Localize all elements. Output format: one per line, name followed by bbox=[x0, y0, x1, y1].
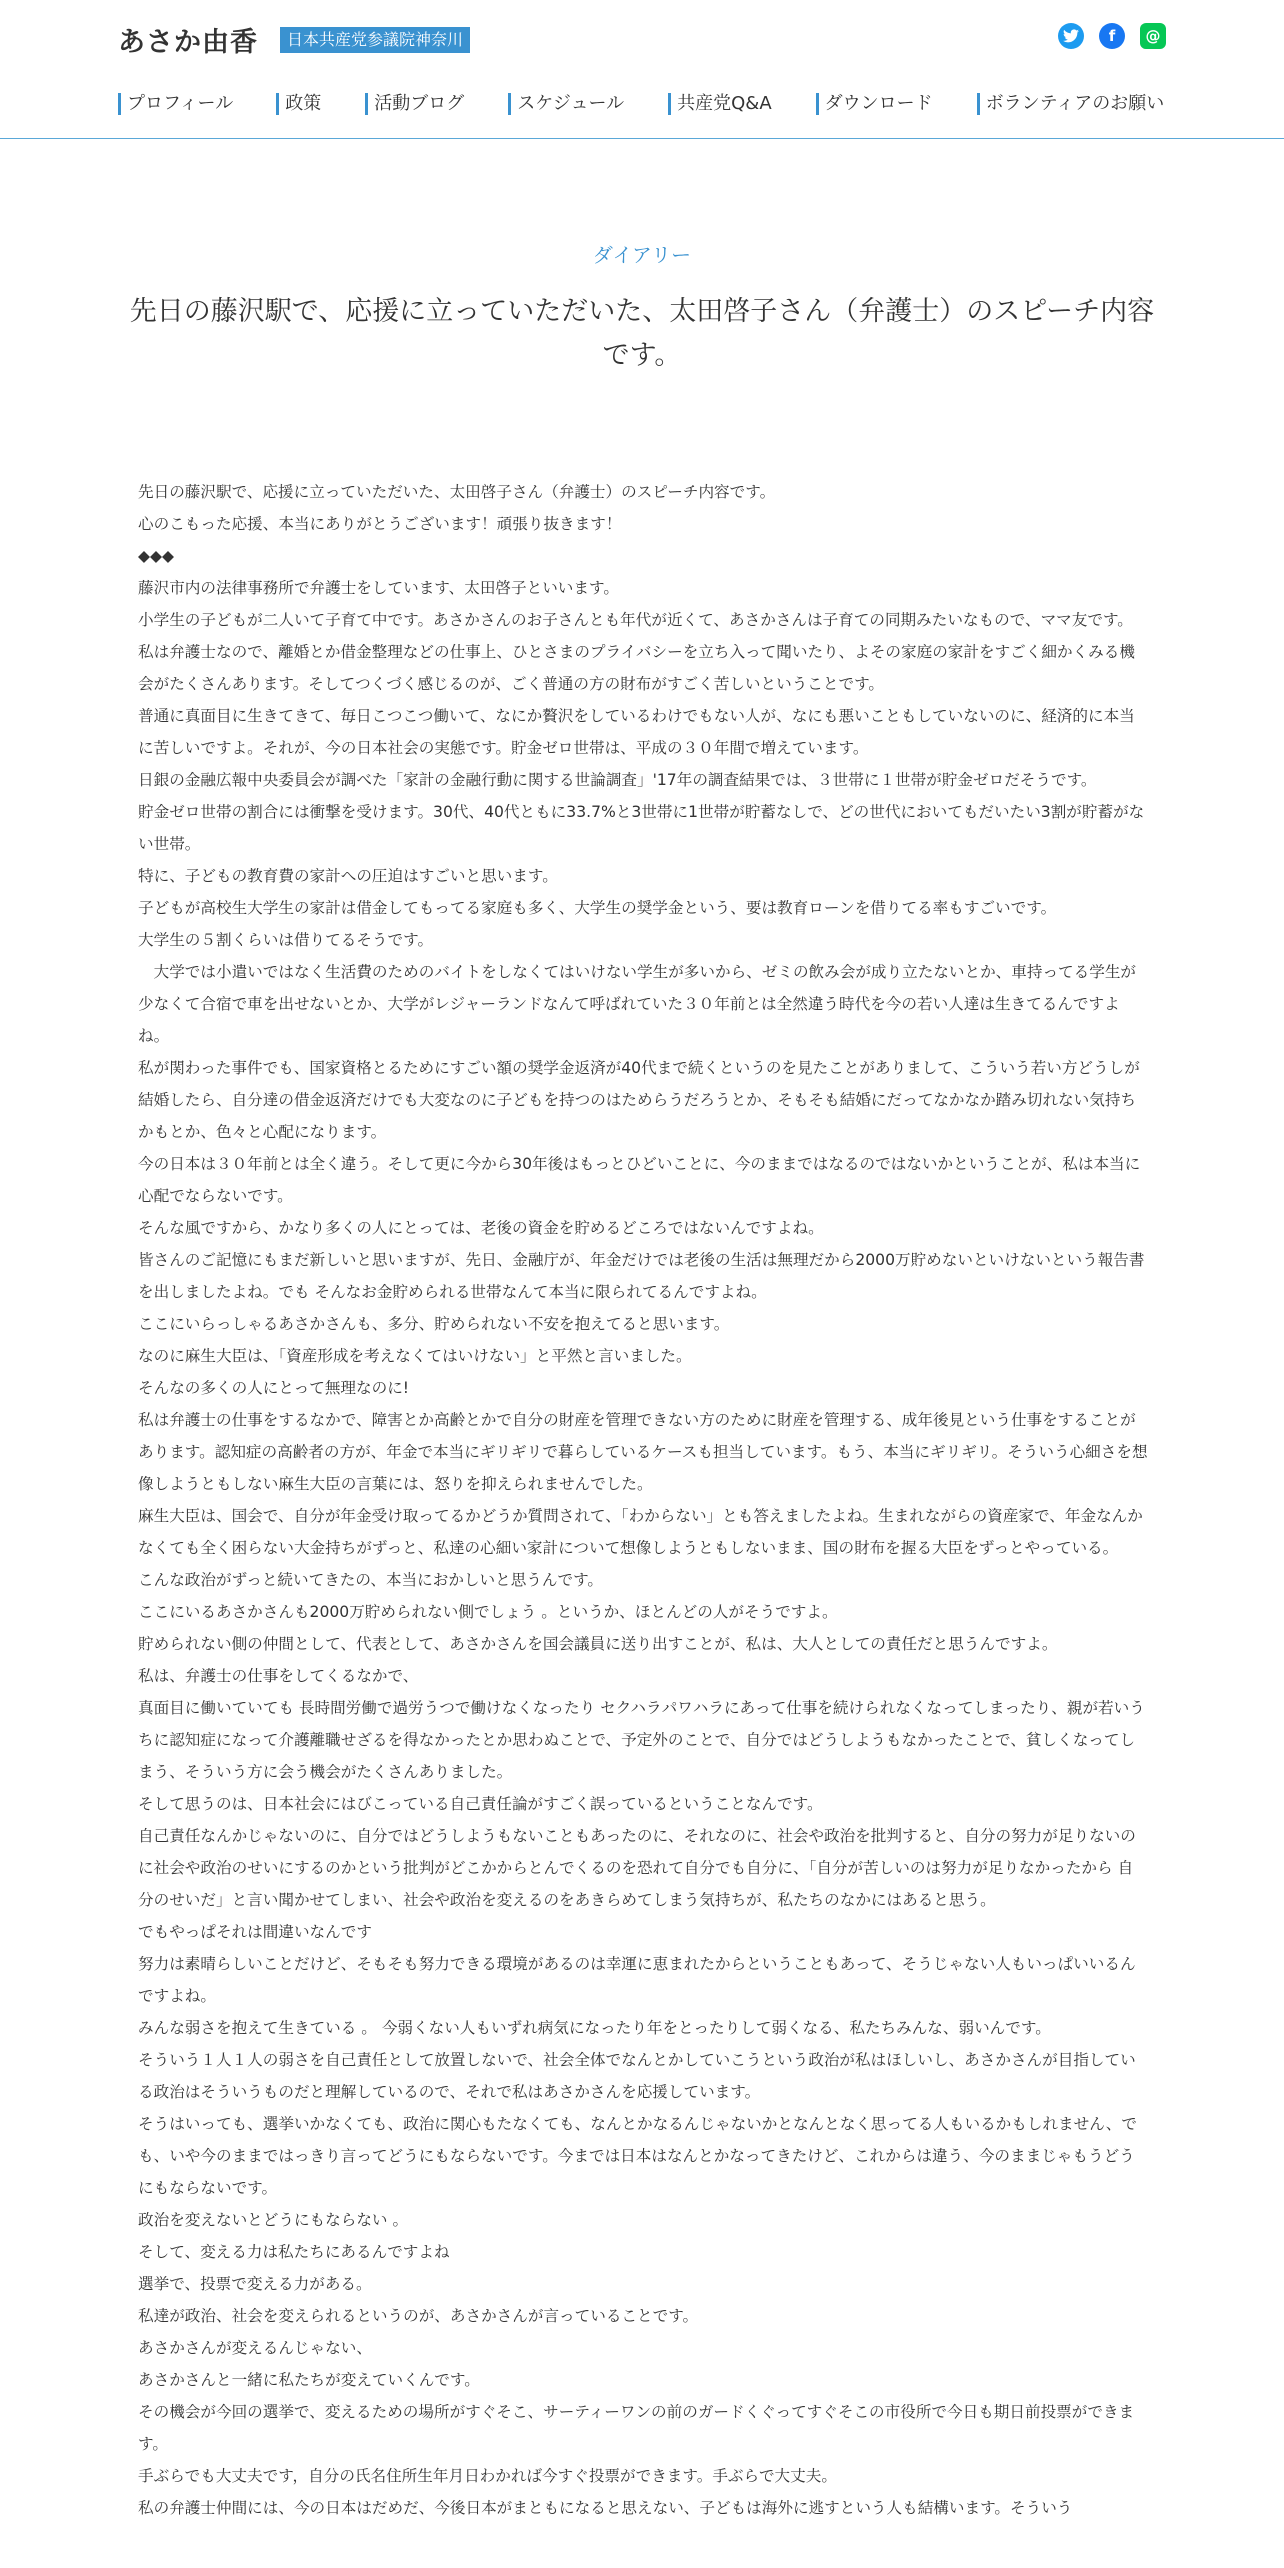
brand bbox=[118, 20, 470, 59]
post-paragraph: 日銀の金融広報中央委員会が調べた「家計の金融行動に関する世論調査」'17年の調査結果では、３世帯に１世帯が貯金ゼロだそうです。 bbox=[138, 771, 1097, 789]
post-paragraph: 皆さんのご記憶にもまだ新しいと思いますが、先日、金融庁が、年金だけでは老後の生活は無理だから2000万貯めないといけないという報告書を出しましたよね。でも そんなお金貯められる世帯なんて本当に限られてるんですよね。 bbox=[138, 1251, 1145, 1301]
nav-item-profile[interactable]: プロフィール bbox=[118, 93, 233, 115]
post-paragraph: あさかさんが変えるんじゃない、 bbox=[138, 2339, 372, 2357]
social-links bbox=[1058, 23, 1166, 49]
post-paragraph: そして思うのは、日本社会にはびこっている自己責任論がすごく誤っているということなんです。 bbox=[138, 1795, 823, 1813]
post-title: 先日の藤沢駅で、応援に立っていただいた、太田啓子さん（弁護士）のスピーチ内容です。 bbox=[129, 296, 1155, 371]
post-paragraph: ここにいらっしゃるあさかさんも、多分、貯められない不安を抱えてると思います。 bbox=[138, 1315, 730, 1333]
main-nav bbox=[118, 93, 1164, 115]
post-paragraph: 大学生の５割くらいは借りてるそうです。 bbox=[138, 931, 434, 949]
post-paragraph: でもやっぱそれは間違いなんです bbox=[138, 1923, 372, 1941]
post-paragraph: 子どもが高校生大学生の家計は借金してもってる家庭も多く、大学生の奨学金という、要は教育ローンを借りてる率もすごいです。 bbox=[138, 899, 1057, 917]
post-paragraph: そんなの多くの人にとって無理なのに! bbox=[138, 1379, 410, 1397]
post-paragraph: 手ぶらでも大丈夫です，自分の氏名住所生年月日わかれば今すぐ投票ができます。手ぶらで大丈夫。 bbox=[138, 2467, 837, 2485]
post-category[interactable]: ダイアリー bbox=[592, 243, 692, 267]
post-paragraph: 私の弁護士仲間には、今の日本はだめだ、今後日本がまともになると思えない、子どもは海外に逃すという人も結構います。そういう bbox=[138, 2499, 1073, 2517]
post-paragraph: こんな政治がずっと続いてきたの、本当におかしいと思うんです。 bbox=[138, 1571, 604, 1589]
post-paragraph: 努力は素晴らしいことだけど、そもそも努力できる環境があるのは幸運に恵まれたからということもあって、そうじゃない人もいっぱいいるんですよね。 bbox=[138, 1955, 1136, 2005]
post-paragraph: 小学生の子どもが二人いて子育て中です。あさかさんのお子さんとも年代が近くて、あさかさんは子育ての同期みたいなもので、ママ友です。 bbox=[138, 611, 1133, 629]
post-paragraph: 真面目に働いていても 長時間労働で過労うつで働けなくなったり セクハラパワハラにあって仕事を続けられなくなってしまったり、親が若いうちに認知症になって介護離職せざるを得なかったとか思わぬことで、予定外のことで、自分ではどうしようもなかったことで、貧しくなってしまう、そういう方に会う機会がたくさんありました。 bbox=[138, 1699, 1145, 1781]
post-body bbox=[138, 476, 1148, 2524]
post-paragraph: 貯金ゼロ世帯の割合には衝撃を受けます。30代、40代ともに33.7%と3世帯に1世帯が貯蓄なしで、どの世代においてもだいたい3割が貯蓄がない世帯。 bbox=[138, 803, 1145, 853]
post-paragraph: 政治を変えないとどうにもならない 。 bbox=[138, 2211, 409, 2229]
nav-item-download[interactable]: ダウンロード bbox=[816, 93, 933, 115]
post-paragraph: 私は弁護士なので、離婚とか借金整理などの仕事上、ひとさまのプライバシーを立ち入って聞いたり、よその家庭の家計をすごく細かくみる機会がたくさんあります。そしてつくづく感じるのが、ごく普通の方の財布がすごく苦しいということです。 bbox=[138, 643, 1135, 693]
post-paragraph: なのに麻生大臣は、「資産形成を考えなくてはいけない」と平然と言いました。 bbox=[138, 1347, 692, 1365]
post-paragraph: 自己責任なんかじゃないのに、自分ではどうしようもないこともあったのに、それなのに、社会や政治を批判すると、自分の努力が足りないのに社会や政治のせいにするのかという批判がどこかからとんでくるのを恐れて自分でも自分に、「自分が苦しいのは努力が足りなかったから 自分のせいだ」と言い聞かせてしまい、社会や政治を変えるのをあきらめてしまう気持ちが、私たちのなかにはあると思う。 bbox=[138, 1827, 1136, 1909]
facebook-icon[interactable]: f bbox=[1099, 23, 1125, 49]
post-paragraph: ◆◆◆ bbox=[138, 547, 174, 565]
post-paragraph: そして、変える力は私たちにあるんですよね bbox=[138, 2243, 450, 2261]
post-paragraph: 特に、子どもの教育費の家計への圧迫はすごいと思います。 bbox=[138, 867, 558, 885]
site-name-link[interactable]: あさか由香 bbox=[118, 27, 258, 58]
post-paragraph: 私が関わった事件でも、国家資格とるためにすごい額の奨学金返済が40代まで続くというのを見たことがありまして、こういう若い方どうしが結婚したら、自分達の借金返済だけでも大変なのに子どもを持つのはためらうだろうとか、そもそも結婚にだってなかなか踏み切れない気持ちかもとか、色々と心配になります。 bbox=[138, 1059, 1140, 1141]
post-paragraph: そうはいっても、選挙いかなくても、政治に関心もたなくても、なんとかなるんじゃないかとなんとなく思ってる人もいるかもしれません、でも、いや今のままではっきり言ってどうにもならないです。今までは日本はなんとかなってきたけど、これからは違う、今のままじゃもうどうにもならないです。 bbox=[138, 2115, 1137, 2197]
post-paragraph: 普通に真面目に生きてきて、毎日こつこつ働いて、なにか贅沢をしているわけでもない人が、なにも悪いこともしていないのに、経済的に本当に苦しいですよ。それが、今の日本社会の実態です。貯金ゼロ世帯は、平成の３０年間で増えています。 bbox=[138, 707, 1135, 757]
post-paragraph: その機会が今回の選挙で、変えるための場所がすぐそこ、サーティーワンの前のガードくぐってすぐそこの市役所で今日も期日前投票ができます。 bbox=[138, 2403, 1135, 2453]
nav-item-schedule[interactable]: スケジュール bbox=[508, 93, 624, 115]
nav-item-qa[interactable]: 共産党Q&A bbox=[668, 93, 772, 115]
nav-item-blog[interactable]: 活動ブログ bbox=[365, 93, 464, 115]
post-paragraph: 心のこもった応援、本当にありがとうございます！頑張り抜きます！ bbox=[138, 515, 622, 533]
post-paragraph: 藤沢市内の法律事務所で弁護士をしています、太田啓子といいます。 bbox=[138, 579, 619, 597]
post-paragraph: 今の日本は３０年前とは全く違う。そして更に今から30年後はもっとひどいことに、今のままではなるのではないかということが、私は本当に心配でならないです。 bbox=[138, 1155, 1141, 1205]
post-paragraph: 貯められない側の仲間として、代表として、あさかさんを国会議員に送り出すことが、私は、大人としての責任だと思うんですよ。 bbox=[138, 1635, 1058, 1653]
post-paragraph: 大学では小遣いではなく生活費のためのバイトをしなくてはいけない学生が多いから、ゼミの飲み会が成り立たないとか、車持ってる学生が少なくて合宿で車を出せないとか、大学がレジャーランドなんて呼ばれていた３０年前とは全然違う時代を今の若い人達は生きてるんですよね。 bbox=[138, 963, 1137, 1045]
post-paragraph: 私達が政治、社会を変えられるというのが、あさかさんが言っていることです。 bbox=[138, 2307, 699, 2325]
twitter-icon[interactable] bbox=[1058, 23, 1084, 49]
line-icon[interactable]: @ bbox=[1140, 23, 1166, 49]
post-paragraph: 選挙で、投票で変える力がある。 bbox=[138, 2275, 372, 2293]
post-paragraph: みんな弱さを抱えて生きている 。 今弱くない人もいずれ病気になったり年をとったりして弱くなる、私たちみんな、弱いんです。 bbox=[138, 2019, 1051, 2037]
post-paragraph: そういう１人１人の弱さを自己責任として放置しないで、社会全体でなんとかしていこうという政治が私はほしいし、あさかさんが目指している政治はそういうものだと理解しているので、それで私はあさかさんを応援しています。 bbox=[138, 2051, 1136, 2101]
site-header bbox=[0, 0, 1284, 139]
brand-badge: 日本共産党参議院神奈川 bbox=[280, 27, 470, 53]
post-paragraph: あさかさんと一緒に私たちが変えていくんです。 bbox=[138, 2371, 480, 2389]
post-paragraph: 先日の藤沢駅で、応援に立っていただいた、太田啓子さん（弁護士）のスピーチ内容です。 bbox=[138, 483, 776, 501]
post-paragraph: そんな風ですから、かなり多くの人にとっては、老後の資金を貯めるどころではないんですよね。 bbox=[138, 1219, 824, 1237]
nav-item-volunteer[interactable]: ボランティアのお願い bbox=[977, 93, 1165, 115]
post-paragraph: 麻生大臣は、国会で、自分が年金受け取ってるかどうか質問されて、「わからない」とも答えましたよね。生まれながらの資産家で、年金なんかなくても全く困らない大金持ちがずっと、私達の心細い家計について想像しようともしないまま、国の財布を握る大臣をずっとやっている。 bbox=[138, 1507, 1143, 1557]
post-paragraph: ここにいるあさかさんも2000万貯められない側でしょう 。というか、ほとんどの人がそうですよ。 bbox=[138, 1603, 838, 1621]
nav-item-policy[interactable]: 政策 bbox=[276, 93, 321, 115]
post-paragraph: 私は弁護士の仕事をするなかで、障害とか高齢とかで自分の財産を管理できない方のために財産を管理する、成年後見という仕事をすることがあります。認知症の高齢者の方が、年金で本当にギリギリで暮らしているケースも担当しています。もう、本当にギリギリ。そういう心細さを想像しようともしない麻生大臣の言葉には、怒りを抑えられませんでした。 bbox=[138, 1411, 1148, 1493]
post-paragraph: 私は、弁護士の仕事をしてくるなかで、 bbox=[138, 1667, 419, 1685]
